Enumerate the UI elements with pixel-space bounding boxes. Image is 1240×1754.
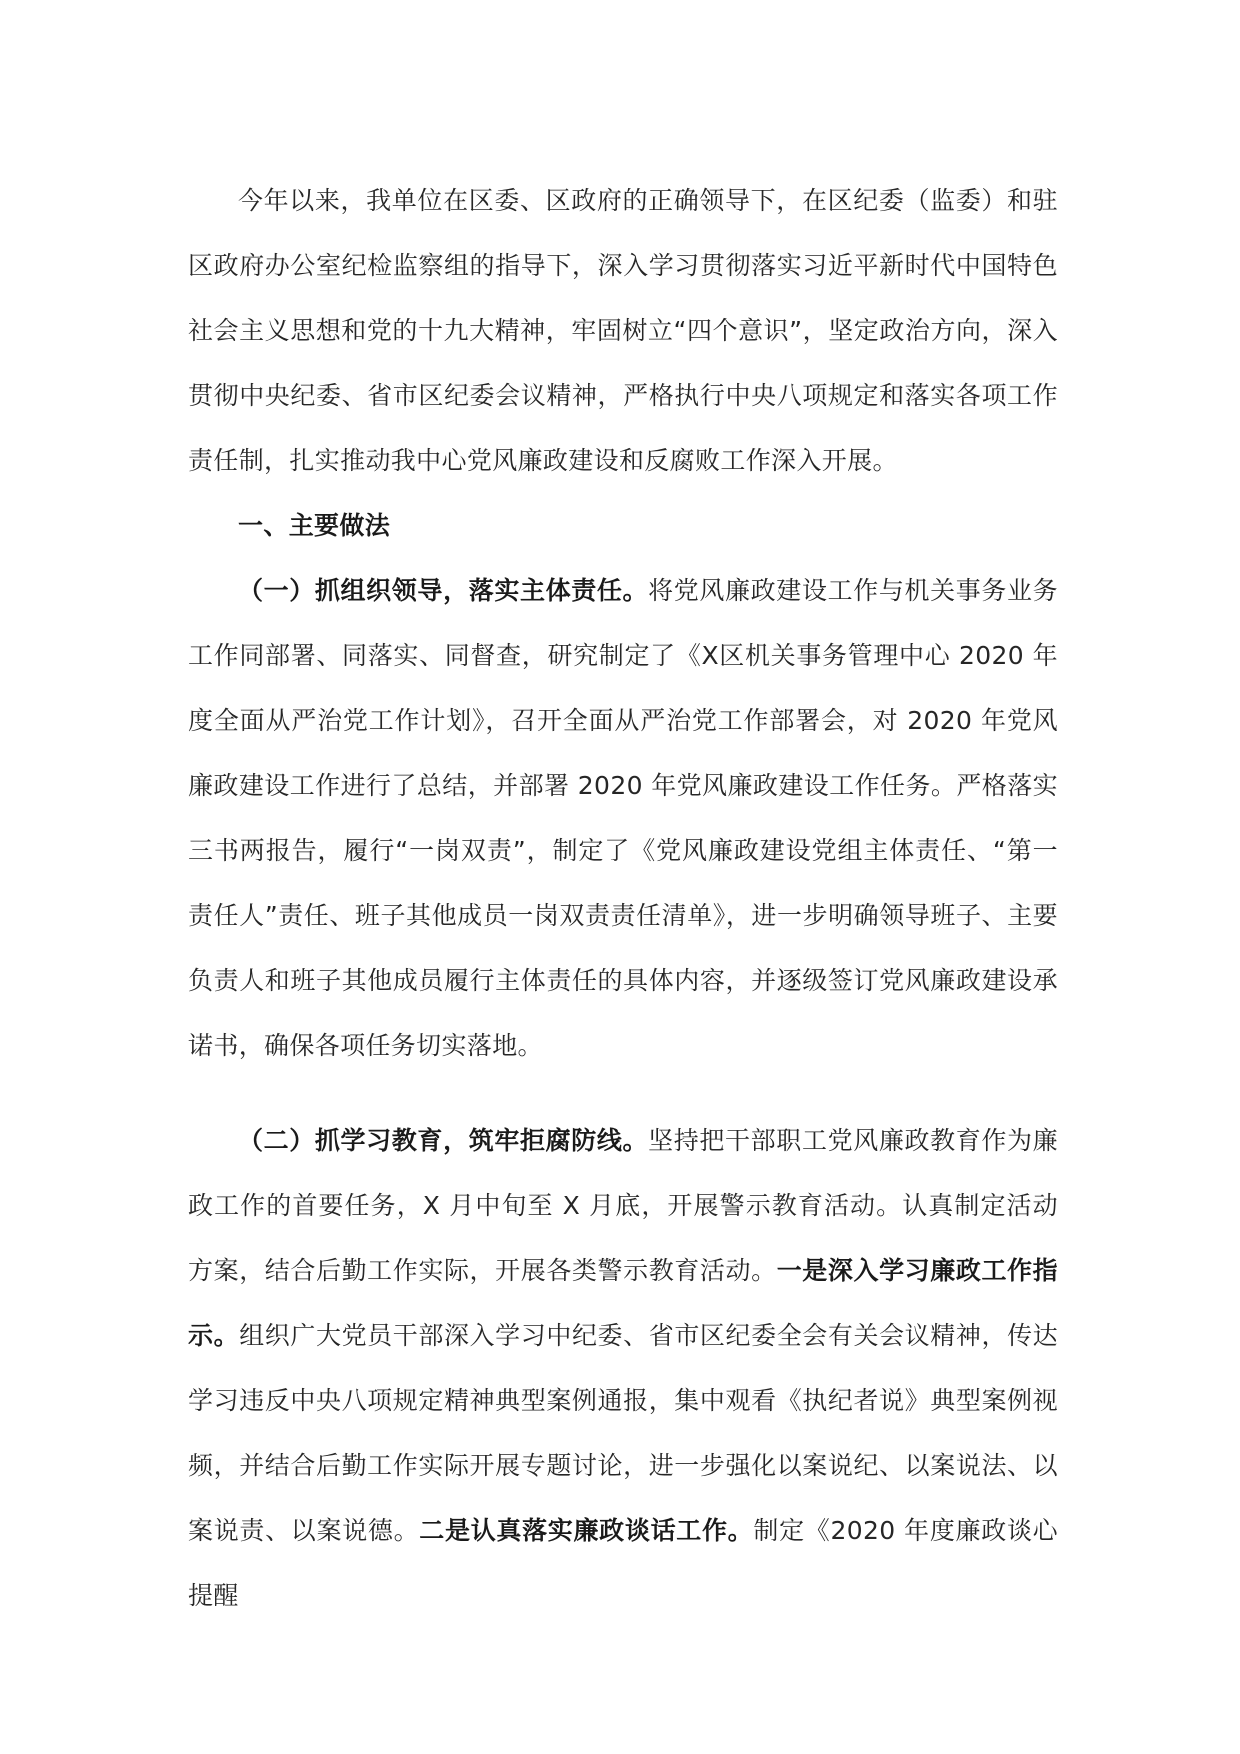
item2-paragraph bbox=[188, 1108, 1058, 1628]
item1-body: 将党风廉政建设工作与机关事务业务工作同部署、同落实、同督查，研究制定了《X区机关事务管理中心 2020 年度全面从严治党工作计划》，召开全面从严治党工作部署会，对 2020 年党风廉政建设工作进行了总结，并部署 2020 年党风廉政建设工作任务。严格落实三书两报告，履行“一岗双责”，制定了《党风廉政建设党组主体责任、“第一责任人”责任、班子其他成员一岗双责责任清单》，进一步明确领导班子、主要负责人和班子其他成员履行主体责任的具体内容，并逐级签订党风廉政建设承诺书，确保各项任务切实落地。 bbox=[188, 576, 1058, 1060]
document-body bbox=[188, 168, 1058, 1628]
section-heading bbox=[188, 493, 1058, 558]
item2-point2-lead: 二是认真落实廉政谈话工作。 bbox=[419, 1516, 754, 1545]
item2-point1-lead: 一是深入学习廉政工作指示。 bbox=[188, 1256, 1058, 1350]
item2-point1-body: 组织广大党员干部深入学习中纪委、省市区纪委全会有关会议精神，传达学习违反中央八项规定精神典型案例通报，集中观看《执纪者说》典型案例视频，并结合后勤工作实际开展专题讨论，进一步强化以案说纪、以案说法、以案说责、以案说德。 bbox=[188, 1321, 1059, 1545]
item1-lead: （一）抓组织领导，落实主体责任。 bbox=[238, 576, 649, 605]
section-heading-text: 一、主要做法 bbox=[238, 511, 391, 540]
intro-paragraph bbox=[188, 168, 1058, 493]
intro-text: 今年以来，我单位在区委、区政府的正确领导下，在区纪委（监委）和驻区政府办公室纪检监察组的指导下，深入学习贯彻落实习近平新时代中国特色社会主义思想和党的十九大精神，牢固树立“四个意识”，坚定政治方向，深入贯彻中央纪委、省市区纪委会议精神，严格执行中央八项规定和落实各项工作责任制，扎实推动我中心党风廉政建设和反腐败工作深入开展。 bbox=[188, 186, 1058, 475]
item2-lead: （二）抓学习教育，筑牢拒腐防线。 bbox=[238, 1126, 649, 1155]
item2-point2-body: 制定《2020 年度廉政谈心提醒 bbox=[188, 1516, 1058, 1610]
item1-paragraph bbox=[188, 558, 1058, 1078]
item2-body: 坚持把干部职工党风廉政教育作为廉政工作的首要任务，X 月中旬至 X 月底，开展警示教育活动。认真制定活动方案，结合后勤工作实际，开展各类警示教育活动。 bbox=[188, 1126, 1058, 1285]
